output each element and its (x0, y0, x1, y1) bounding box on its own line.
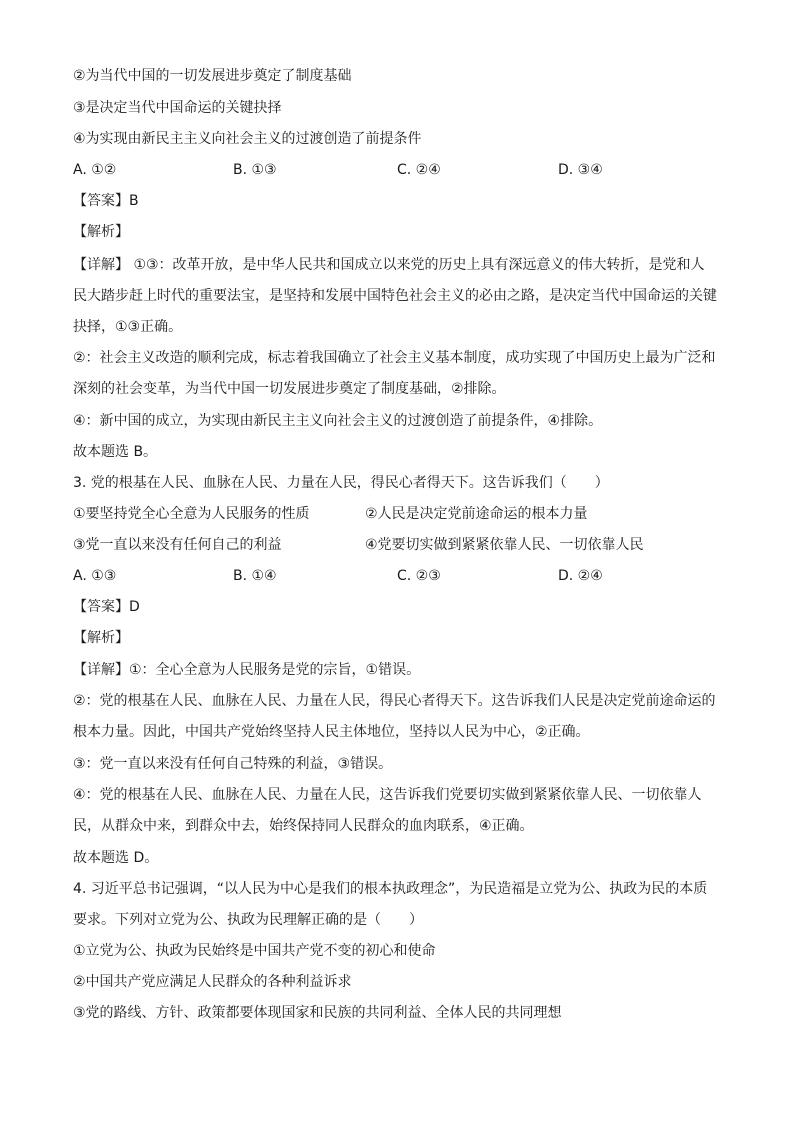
q2-detail-line: 抉择，①③正确。 (73, 319, 183, 335)
q2-option-item-2: ②为当代中国的一切发展进步奠定了制度基础 (73, 68, 352, 84)
q2-detail-line: 民大踏步赶上时代的重要法宝，是坚持和发展中国特色社会主义的必由之路，是决定当代中国命运的关键 (73, 288, 717, 304)
q3-choice-d: D. ②④ (558, 568, 603, 584)
q2-option-item-4: ④为实现由新民主主义向社会主义的过渡创造了前提条件 (73, 131, 422, 147)
q2-analysis-heading: 【解析】 (73, 224, 129, 240)
q3-analysis-heading: 【解析】 (73, 630, 129, 646)
q2-choice-d: D. ③④ (558, 162, 603, 178)
q4-stem: 4. 习近平总书记强调，“以人民为中心是我们的根本执政理念”，为民造福是立党为公、执政为民的本质 (73, 881, 708, 897)
q2-detail-line: 【详解】 ①③：改革开放，是中华人民共和国成立以来党的历史上具有深远意义的伟大转折，是党和人 (73, 257, 705, 273)
q3-detail-line: ②：党的根基在人民、血脉在人民、力量在人民，得民心者得天下。这告诉我们人民是决定党前途命运的 (73, 693, 716, 709)
q4-stem-continued: 要求。下列对立党为公、执政为民理解正确的是（ ） (73, 912, 423, 928)
q3-answer: 【答案】D (73, 599, 140, 615)
q4-option-item-3: ③党的路线、方针、政策都要体现国家和民族的共同利益、全体人民的共同理想 (73, 1005, 562, 1021)
q3-detail-line: ④：党的根基在人民、血脉在人民、力量在人民，这告诉我们党要切实做到紧紧依靠人民、一切依靠人 (73, 787, 702, 803)
q3-choice-a: A. ①③ (73, 568, 117, 584)
q3-detail-line: 根本力量。因此，中国共产党始终坚持人民主体地位，坚持以人民为中心，②正确。 (73, 724, 590, 740)
q2-answer: 【答案】B (73, 193, 139, 209)
q3-detail-line: 【详解】①：全心全意为人民服务是党的宗旨，①错误。 (73, 662, 421, 678)
q3-conclusion: 故本题选 D。 (73, 850, 159, 866)
q3-option-item-3: ③党一直以来没有任何自己的利益 (73, 537, 282, 553)
q3-items-row-2 (73, 536, 723, 554)
q4-option-item-2: ②中国共产党应满足人民群众的各种利益诉求 (73, 974, 352, 990)
q2-detail-line: ②：社会主义改造的顺利完成，标志着我国确立了社会主义基本制度，成功实现了中国历史上最为广泛和 (73, 350, 716, 366)
q2-detail-line: 深刻的社会变革，为当代中国一切发展进步奠定了制度基础，②排除。 (73, 381, 506, 397)
q3-items-row-1 (73, 505, 723, 523)
q4-option-item-1: ①立党为公、执政为民始终是中国共产党不变的初心和使命 (73, 943, 436, 959)
q3-detail-line: 民，从群众中来，到群众中去，始终保持同人民群众的血肉联系，④正确。 (73, 818, 534, 834)
q3-option-item-4: ④党要切实做到紧紧依靠人民、一切依靠人民 (365, 537, 644, 553)
q2-option-item-3: ③是决定当代中国命运的关键抉择 (73, 100, 282, 116)
q2-choices (73, 161, 723, 179)
q3-option-item-2: ②人民是决定党前途命运的根本力量 (365, 506, 588, 522)
q2-choice-a: A. ①② (73, 162, 117, 178)
q2-detail-line: ④：新中国的成立，为实现由新民主主义向社会主义的过渡创造了前提条件，④排除。 (73, 413, 603, 429)
q3-choice-c: C. ②③ (397, 568, 441, 584)
q2-choice-b: B. ①③ (233, 162, 277, 178)
q3-choice-b: B. ①④ (233, 568, 277, 584)
q3-stem: 3. 党的根基在人民、血脉在人民、力量在人民，得民心者得天下。这告诉我们（ ） (73, 475, 609, 491)
q3-detail-line: ③：党一直以来没有任何自己特殊的利益，③错误。 (73, 756, 393, 772)
q2-conclusion: 故本题选 B。 (73, 444, 158, 460)
q3-choices (73, 567, 723, 585)
q3-option-item-1: ①要坚持党全心全意为人民服务的性质 (73, 506, 310, 522)
q2-choice-c: C. ②④ (397, 162, 441, 178)
